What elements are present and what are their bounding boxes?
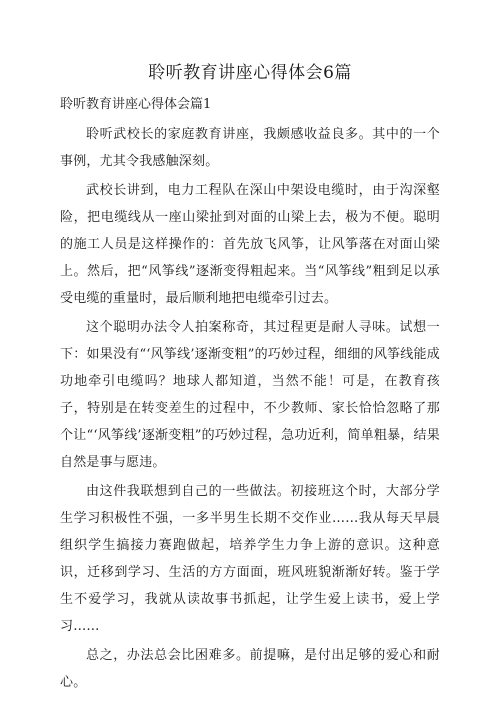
paragraph-1: 聆听武校长的家庭教育讲座，我颇感收益良多。其中的一个事例，尤其令我感触深刻。 [60,127,440,169]
paragraph-3: 这个聪明办法令人拍案称奇，其过程更是耐人寻味。试想一下：如果没有“‘风筝线’逐渐变粗”的巧妙过程，细细的风筝线能成功地牵引电缆吗？地球人都知道，当然不能！可是，在教育孩子，特别是在转变差生的过程中，不少教师、家长恰恰忽略了那个让“‘风筝线’逐渐变粗”的巧妙过程，急功近利，简单粗暴，结果自然是事与愿违。 [60,320,440,470]
paragraph-5: 总之，办法总会比困难多。前提嘛，是付出足够的爱心和耐心。 [60,648,440,690]
paragraph-4: 由这件我联想到自己的一些做法。初接班这个时，大部分学生学习积极性不强，一多半男生长期不交作业……我从每天早晨组织学生搞接力赛跑做起，培养学生力争上游的意识。这种意识，迁移到学习、生活的方方面面，班风班貌渐渐好转。鉴于学生不爱学习，我就从读故事书抓起，让学生爱上读书，爱上学习…… [60,484,440,634]
document-title: 聆听教育讲座心得体会6篇 [148,63,352,83]
document-page [60,62,440,698]
paragraph-2: 武校长讲到，电力工程队在深山中架设电缆时，由于沟深壑险，把电缆线从一座山梁扯到对面的山梁上去，极为不便。聪明的施工人员是这样操作的：首先放飞风筝，让风筝落在对面山梁上。然后，把“风筝线”逐渐变得粗起来。当“风筝线”粗到足以承受电缆的重量时，最后顺利地把电缆牵引过去。 [60,183,440,306]
section-title: 聆听教育讲座心得体会篇1 [60,97,212,112]
